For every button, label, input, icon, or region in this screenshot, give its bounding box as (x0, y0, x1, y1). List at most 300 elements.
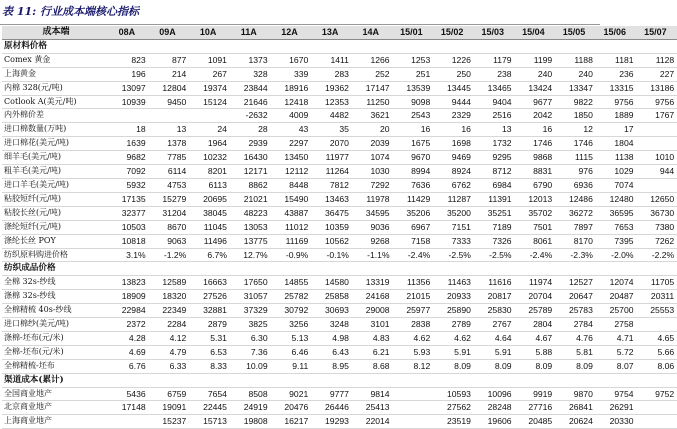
row-label: Cotlook A(美元/吨) (2, 95, 108, 109)
value-cell: 214 (149, 67, 190, 81)
value-cell: 5.13 (271, 331, 312, 345)
value-cell: 13319 (352, 276, 393, 290)
value-cell: 10939 (108, 95, 149, 109)
value-cell: 9450 (149, 95, 190, 109)
value-cell: 4.12 (149, 331, 190, 345)
value-cell: -2.0% (596, 248, 637, 262)
value-cell: 1030 (352, 165, 393, 179)
header-period-cell: 15/04 (515, 26, 556, 39)
value-cell: 823 (108, 53, 149, 67)
value-cell (596, 373, 637, 387)
value-cell (108, 262, 149, 276)
value-cell: 5.66 (637, 345, 677, 359)
value-cell: 25413 (352, 401, 393, 415)
value-cell (515, 39, 556, 53)
value-cell: 1746 (515, 137, 556, 151)
value-cell: 30693 (311, 304, 352, 318)
value-cell (474, 262, 515, 276)
value-cell (311, 373, 352, 387)
value-cell: 27562 (433, 401, 474, 415)
value-cell: 2804 (515, 318, 556, 332)
value-cell: 5932 (108, 178, 149, 192)
value-cell: 7151 (433, 220, 474, 234)
table-row (2, 151, 677, 165)
section-row (2, 373, 677, 387)
row-label: 北京商业地产 (2, 401, 108, 415)
table-row (2, 318, 677, 332)
header-period-cell: 10A (189, 26, 230, 39)
value-cell: 37329 (230, 304, 271, 318)
value-cell: 4482 (311, 109, 352, 123)
row-label: 涤棉 32s-纱线 (2, 290, 108, 304)
value-cell: 1138 (596, 151, 637, 165)
value-cell: 4753 (149, 178, 190, 192)
value-cell: 2784 (555, 318, 596, 332)
table-row (2, 304, 677, 318)
value-cell: 15279 (149, 192, 190, 206)
value-cell: 43887 (271, 206, 312, 220)
value-cell (108, 373, 149, 387)
value-cell (108, 109, 149, 123)
value-cell: 8994 (393, 165, 434, 179)
value-cell: 1670 (271, 53, 312, 67)
table-row (2, 109, 677, 123)
value-cell (189, 109, 230, 123)
value-cell (555, 373, 596, 387)
value-cell: 328 (230, 67, 271, 81)
value-cell: 1010 (637, 151, 677, 165)
value-cell: 1964 (189, 137, 230, 151)
value-cell: 8.68 (352, 359, 393, 373)
header-row (2, 26, 677, 39)
value-cell: 3825 (230, 318, 271, 332)
value-cell: 7380 (637, 220, 677, 234)
value-cell: 13315 (596, 81, 637, 95)
value-cell: -2.4% (515, 248, 556, 262)
row-label: 全棉-坯布(元/米) (2, 345, 108, 359)
value-cell: 4.64 (474, 331, 515, 345)
table-row (2, 53, 677, 67)
row-label: 粘胶长丝(元/吨) (2, 206, 108, 220)
value-cell: 9754 (596, 387, 637, 401)
value-cell: -2.4% (393, 248, 434, 262)
value-cell: 1226 (433, 53, 474, 67)
header-period-cell: 15/01 (393, 26, 434, 39)
row-label: 涤棉-坯布(元/米) (2, 331, 108, 345)
header-period-cell: 15/05 (555, 26, 596, 39)
value-cell: -2.2% (637, 248, 677, 262)
value-cell: 9777 (311, 387, 352, 401)
value-cell: 8.09 (515, 359, 556, 373)
header-period-cell: 14A (352, 26, 393, 39)
value-cell: 8.09 (555, 359, 596, 373)
value-cell: 8.09 (433, 359, 474, 373)
value-cell: 2758 (596, 318, 637, 332)
row-label: 进口羊毛(美元/吨) (2, 178, 108, 192)
value-cell: 35206 (393, 206, 434, 220)
value-cell: 11616 (474, 276, 515, 290)
header-period-cell: 11A (230, 26, 271, 39)
value-cell: 9919 (515, 387, 556, 401)
value-cell: 12418 (271, 95, 312, 109)
value-cell (596, 262, 637, 276)
value-cell: 13539 (393, 81, 434, 95)
document-title: 表 11: 行业成本端核心指标 (2, 5, 140, 18)
value-cell: 4.62 (393, 331, 434, 345)
row-label: 进口棉纱(美元/吨) (2, 318, 108, 332)
value-cell: 16663 (189, 276, 230, 290)
value-cell: 9677 (515, 95, 556, 109)
value-cell: 12 (555, 123, 596, 137)
value-cell: 10593 (433, 387, 474, 401)
value-cell: 16 (515, 123, 556, 137)
value-cell: 20624 (555, 415, 596, 429)
value-cell: 6113 (189, 178, 230, 192)
value-cell: 19606 (474, 415, 515, 429)
value-cell: 2789 (433, 318, 474, 332)
value-cell: 4.71 (596, 331, 637, 345)
value-cell: 38045 (189, 206, 230, 220)
value-cell (596, 39, 637, 53)
value-cell: 7812 (311, 178, 352, 192)
value-cell: 3256 (271, 318, 312, 332)
value-cell: 10359 (311, 220, 352, 234)
value-cell (474, 39, 515, 53)
value-cell: 1373 (230, 53, 271, 67)
value-cell: 9814 (352, 387, 393, 401)
value-cell (433, 262, 474, 276)
value-cell: 2767 (474, 318, 515, 332)
value-cell: 25858 (311, 290, 352, 304)
value-cell: 6.43 (311, 345, 352, 359)
value-cell: 4.98 (311, 331, 352, 345)
value-cell: 1091 (189, 53, 230, 67)
value-cell: 5.81 (555, 345, 596, 359)
value-cell (311, 262, 352, 276)
table-row (2, 67, 677, 81)
row-label: 进口棉数量(万吨) (2, 123, 108, 137)
value-cell: 11169 (271, 234, 312, 248)
value-cell: 30792 (271, 304, 312, 318)
value-cell: 22349 (149, 304, 190, 318)
value-cell (352, 39, 393, 53)
value-cell: 25977 (393, 304, 434, 318)
value-cell: 20476 (271, 401, 312, 415)
value-cell: 32377 (108, 206, 149, 220)
value-cell: 20933 (433, 290, 474, 304)
value-cell: 31057 (230, 290, 271, 304)
value-cell: 24168 (352, 290, 393, 304)
value-cell: 1128 (637, 53, 677, 67)
value-cell: 1850 (555, 109, 596, 123)
value-cell: 11287 (433, 192, 474, 206)
value-cell: 4.65 (637, 331, 677, 345)
value-cell (393, 373, 434, 387)
value-cell (230, 373, 271, 387)
value-cell: 14855 (271, 276, 312, 290)
value-cell: 19808 (230, 415, 271, 429)
value-cell: 13445 (433, 81, 474, 95)
row-label: 上海黄金 (2, 67, 108, 81)
value-cell: 9036 (352, 220, 393, 234)
row-label: 涤纶长丝 POY (2, 234, 108, 248)
value-cell: 8.07 (596, 359, 637, 373)
value-cell: 20647 (555, 290, 596, 304)
value-cell (393, 401, 434, 415)
value-cell: 13450 (271, 151, 312, 165)
value-cell: 9870 (555, 387, 596, 401)
value-cell: 8831 (515, 165, 556, 179)
value-cell: 11356 (393, 276, 434, 290)
value-cell (149, 39, 190, 53)
value-cell: 16 (433, 123, 474, 137)
value-cell: 10232 (189, 151, 230, 165)
value-cell: 12112 (271, 165, 312, 179)
value-cell: 5.31 (189, 331, 230, 345)
value-cell: 26291 (596, 401, 637, 415)
value-cell (637, 262, 677, 276)
value-cell: 3.1% (108, 248, 149, 262)
section-row (2, 39, 677, 53)
value-cell: 240 (555, 67, 596, 81)
value-cell: 250 (433, 67, 474, 81)
value-cell: 9295 (474, 151, 515, 165)
header-label-cell: 成本端 (2, 26, 108, 39)
value-cell: 339 (271, 67, 312, 81)
table-row (2, 206, 677, 220)
value-cell: 26446 (311, 401, 352, 415)
header-period-cell: 08A (108, 26, 149, 39)
table-row (2, 387, 677, 401)
value-cell: 7333 (433, 234, 474, 248)
value-cell: 25553 (637, 304, 677, 318)
value-cell: 11705 (637, 276, 677, 290)
value-cell: 19374 (189, 81, 230, 95)
value-cell (271, 373, 312, 387)
value-cell: 4.62 (433, 331, 474, 345)
value-cell: 35251 (474, 206, 515, 220)
value-cell: 16 (393, 123, 434, 137)
value-cell (352, 262, 393, 276)
value-cell (311, 39, 352, 53)
value-cell: 2372 (108, 318, 149, 332)
table-row (2, 276, 677, 290)
value-cell: 17650 (230, 276, 271, 290)
value-cell: 25783 (555, 304, 596, 318)
value-cell: 13347 (555, 81, 596, 95)
value-cell: 34595 (352, 206, 393, 220)
value-cell: 31204 (149, 206, 190, 220)
value-cell: 976 (555, 165, 596, 179)
value-cell (637, 178, 677, 192)
value-cell: 1804 (596, 137, 637, 151)
value-cell: 6.30 (230, 331, 271, 345)
value-cell: 8508 (230, 387, 271, 401)
value-cell: 20704 (515, 290, 556, 304)
value-cell: 22445 (189, 401, 230, 415)
value-cell (393, 387, 434, 401)
value-cell: 9752 (637, 387, 677, 401)
value-cell: 6.21 (352, 345, 393, 359)
value-cell: 944 (637, 165, 677, 179)
value-cell: 28 (230, 123, 271, 137)
value-cell: 9063 (149, 234, 190, 248)
value-cell (637, 318, 677, 332)
value-cell: 9822 (555, 95, 596, 109)
value-cell: 1115 (555, 151, 596, 165)
value-cell: 11264 (311, 165, 352, 179)
value-cell: 6.46 (271, 345, 312, 359)
value-cell: 1411 (311, 53, 352, 67)
value-cell (108, 415, 149, 429)
section-heading: 原材料价格 (2, 39, 108, 53)
value-cell: 13 (149, 123, 190, 137)
value-cell: 17148 (108, 401, 149, 415)
value-cell: 23844 (230, 81, 271, 95)
value-cell: 7092 (108, 165, 149, 179)
value-cell (433, 39, 474, 53)
value-cell: 36595 (596, 206, 637, 220)
value-cell: 12589 (149, 276, 190, 290)
value-cell: 1675 (393, 137, 434, 151)
table-row (2, 81, 677, 95)
value-cell: -2632 (230, 109, 271, 123)
value-cell: 5436 (108, 387, 149, 401)
value-cell: 10818 (108, 234, 149, 248)
value-cell: 6.33 (149, 359, 190, 373)
value-cell: 17147 (352, 81, 393, 95)
value-cell: 9756 (637, 95, 677, 109)
value-cell: 22984 (108, 304, 149, 318)
value-cell: 6762 (433, 178, 474, 192)
value-cell: -1.2% (149, 248, 190, 262)
header-period-cell: 15/02 (433, 26, 474, 39)
value-cell: 7292 (352, 178, 393, 192)
value-cell: 7326 (474, 234, 515, 248)
row-label: 全棉精梳-坯布 (2, 359, 108, 373)
value-cell: 20485 (515, 415, 556, 429)
value-cell: 12353 (311, 95, 352, 109)
value-cell (515, 373, 556, 387)
value-cell (393, 262, 434, 276)
value-cell (230, 262, 271, 276)
value-cell: 11463 (433, 276, 474, 290)
value-cell (637, 39, 677, 53)
value-cell: 236 (596, 67, 637, 81)
table-row (2, 192, 677, 206)
value-cell: 20330 (596, 415, 637, 429)
value-cell (515, 262, 556, 276)
value-cell: 10503 (108, 220, 149, 234)
value-cell: -0.9% (271, 248, 312, 262)
value-cell: 4.83 (352, 331, 393, 345)
table-row (2, 359, 677, 373)
value-cell: 25890 (433, 304, 474, 318)
table-row (2, 331, 677, 345)
value-cell: 7262 (637, 234, 677, 248)
value-cell: 9.11 (271, 359, 312, 373)
value-cell: 877 (149, 53, 190, 67)
value-cell: 9404 (474, 95, 515, 109)
value-cell: 12804 (149, 81, 190, 95)
value-cell: 1266 (352, 53, 393, 67)
value-cell: 8.95 (311, 359, 352, 373)
value-cell: 4.67 (515, 331, 556, 345)
value-cell: 20695 (189, 192, 230, 206)
value-cell: 12486 (555, 192, 596, 206)
value-cell: 252 (352, 67, 393, 81)
value-cell: -2.3% (555, 248, 596, 262)
table-row (2, 178, 677, 192)
value-cell: 2838 (393, 318, 434, 332)
value-cell: 25789 (515, 304, 556, 318)
value-cell: 7.36 (230, 345, 271, 359)
value-cell: 1188 (555, 53, 596, 67)
value-cell: -2.5% (433, 248, 474, 262)
row-label: 进口棉花(美元/吨) (2, 137, 108, 151)
value-cell: 35200 (433, 206, 474, 220)
section-heading: 渠道成本(累计) (2, 373, 108, 387)
value-cell: 27716 (515, 401, 556, 415)
section-heading: 纺织成品价格 (2, 262, 108, 276)
value-cell: 21015 (393, 290, 434, 304)
value-cell: 2329 (433, 109, 474, 123)
value-cell: 25700 (596, 304, 637, 318)
value-cell (189, 39, 230, 53)
table-row (2, 220, 677, 234)
value-cell: 5.88 (515, 345, 556, 359)
value-cell: 13465 (474, 81, 515, 95)
value-cell: 13424 (515, 81, 556, 95)
value-cell: 4.28 (108, 331, 149, 345)
value-cell (230, 39, 271, 53)
value-cell (189, 262, 230, 276)
value-cell: 11977 (311, 151, 352, 165)
row-label: 纺织原料购进价格 (2, 248, 108, 262)
table-row (2, 95, 677, 109)
value-cell: 18916 (271, 81, 312, 95)
cost-indicator-table (2, 26, 677, 429)
value-cell: 13463 (311, 192, 352, 206)
value-cell: 8670 (149, 220, 190, 234)
table-row (2, 137, 677, 151)
title-divider (0, 24, 600, 25)
value-cell: 43 (271, 123, 312, 137)
value-cell: 3101 (352, 318, 393, 332)
value-cell: 35702 (515, 206, 556, 220)
value-cell: 32881 (189, 304, 230, 318)
value-cell: 7653 (596, 220, 637, 234)
value-cell: 1698 (433, 137, 474, 151)
value-cell: 9670 (393, 151, 434, 165)
value-cell: 13186 (637, 81, 677, 95)
row-label: 内棉 328(元/吨) (2, 81, 108, 95)
value-cell: 7395 (596, 234, 637, 248)
table-row (2, 248, 677, 262)
value-cell: 6790 (515, 178, 556, 192)
table-row (2, 401, 677, 415)
value-cell: 19293 (311, 415, 352, 429)
row-label: 全棉 32s-纱线 (2, 276, 108, 290)
header-period-cell: 15/07 (637, 26, 677, 39)
value-cell: 3248 (311, 318, 352, 332)
value-cell (271, 39, 312, 53)
value-cell: 23519 (433, 415, 474, 429)
value-cell: 7636 (393, 178, 434, 192)
value-cell: -2.5% (474, 248, 515, 262)
value-cell: 24919 (230, 401, 271, 415)
value-cell (271, 262, 312, 276)
